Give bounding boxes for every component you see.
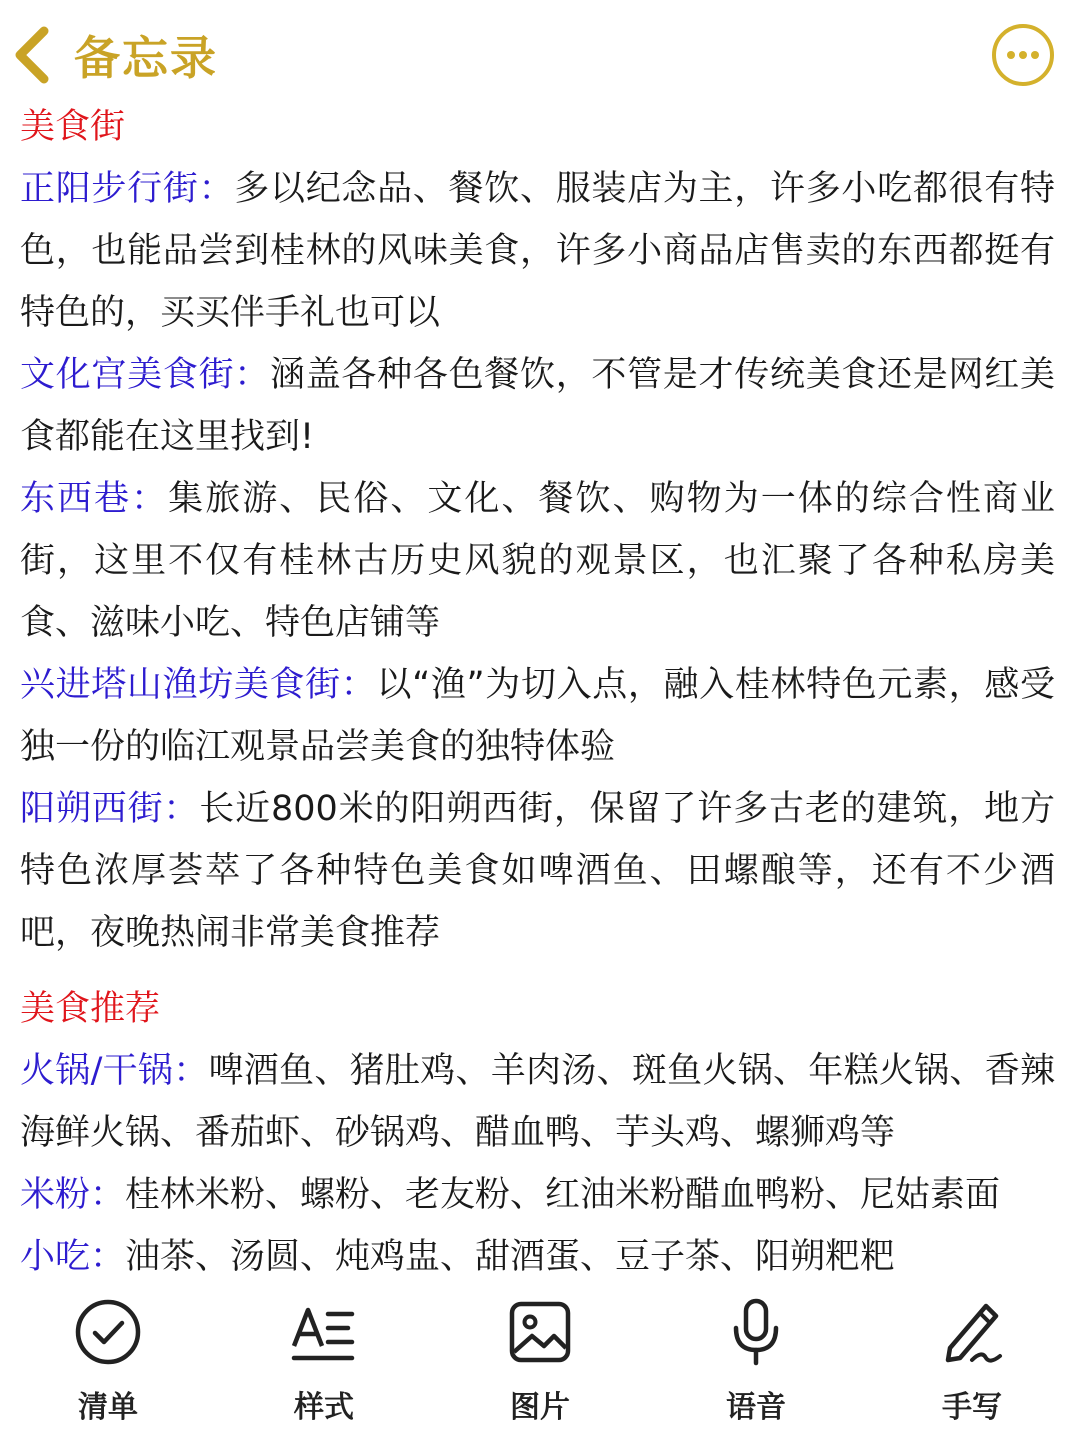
more-options-button[interactable] xyxy=(990,22,1056,88)
text-style-label: 样式 xyxy=(294,1390,354,1425)
handwriting-button[interactable] xyxy=(912,1296,1032,1426)
section-title: 美食街 xyxy=(20,107,126,147)
text-style-icon xyxy=(288,1296,360,1368)
item-text: 以“渔”为切入点，融入桂林特色元素，感受独一份的临江观景品尝美食的独特体验 xyxy=(20,665,1055,767)
image-button[interactable] xyxy=(480,1296,600,1426)
item-label: 兴进塔山渔坊美食街： xyxy=(20,665,377,705)
section-gap xyxy=(20,964,1055,978)
item-label: 小吃： xyxy=(20,1237,126,1277)
item-label: 火锅/干锅： xyxy=(20,1051,209,1091)
list-item xyxy=(20,344,1055,468)
section-food-streets xyxy=(20,96,1055,964)
item-label: 阳朔西街： xyxy=(20,789,200,829)
checklist-icon xyxy=(72,1296,144,1368)
list-item xyxy=(20,468,1055,654)
image-icon xyxy=(504,1296,576,1368)
note-content[interactable] xyxy=(20,96,1055,1288)
voice-button[interactable] xyxy=(696,1296,816,1426)
microphone-icon xyxy=(720,1296,792,1368)
text-style-button[interactable] xyxy=(264,1296,384,1426)
section-food-recommend xyxy=(20,978,1055,1288)
bottom-toolbar xyxy=(0,1290,1080,1440)
item-text: 集旅游、民俗、文化、餐饮、购物为一体的综合性商业街，这里不仅有桂林古历史风貌的观景区，也汇聚了各种私房美食、滋味小吃、特色店铺等 xyxy=(20,479,1055,643)
voice-label: 语音 xyxy=(726,1390,786,1425)
item-text: 长近800米的阳朔西街，保留了许多古老的建筑，地方特色浓厚荟萃了各种特色美食如啤酒鱼、田螺酿等，还有不少酒吧，夜晚热闹非常美食推荐 xyxy=(20,789,1055,953)
chevron-left-icon xyxy=(10,23,54,87)
item-text: 桂林米粉、螺粉、老友粉、红油米粉醋血鸭粉、尼姑素面 xyxy=(125,1175,1001,1215)
item-label: 米粉： xyxy=(20,1175,126,1215)
item-label: 东西巷： xyxy=(20,479,169,519)
checklist-button[interactable] xyxy=(48,1296,168,1426)
item-text: 涵盖各种各色餐饮，不管是才传统美食还是网红美食都能在这里找到! xyxy=(20,355,1055,457)
list-item xyxy=(20,1040,1055,1164)
list-item xyxy=(20,158,1055,344)
pen-icon xyxy=(936,1296,1008,1368)
item-text: 啤酒鱼、猪肚鸡、羊肉汤、斑鱼火锅、年糕火锅、香辣海鲜火锅、番茄虾、砂锅鸡、醋血鸭、芋头鸡、螺狮鸡等 xyxy=(20,1051,1055,1153)
item-text: 油茶、汤圆、炖鸡盅、甜酒蛋、豆子茶、阳朔粑粑 xyxy=(125,1237,896,1277)
item-label: 正阳步行街： xyxy=(20,169,235,209)
handwriting-label: 手写 xyxy=(942,1390,1002,1425)
back-title: 备忘录 xyxy=(74,31,218,85)
list-item xyxy=(20,778,1055,964)
back-button[interactable] xyxy=(10,20,230,90)
list-item xyxy=(20,1226,1055,1288)
image-label: 图片 xyxy=(510,1390,570,1425)
more-icon xyxy=(990,22,1056,88)
checklist-label: 清单 xyxy=(78,1390,138,1425)
item-label: 文化宫美食街： xyxy=(20,355,270,395)
header xyxy=(0,0,1080,110)
section-title: 美食推荐 xyxy=(20,989,161,1029)
item-text: 多以纪念品、餐饮、服装店为主，许多小吃都很有特色，也能品尝到桂林的风味美食，许多小商品店售卖的东西都挺有特色的，买买伴手礼也可以 xyxy=(20,169,1055,333)
list-item xyxy=(20,654,1055,778)
list-item xyxy=(20,1164,1055,1226)
